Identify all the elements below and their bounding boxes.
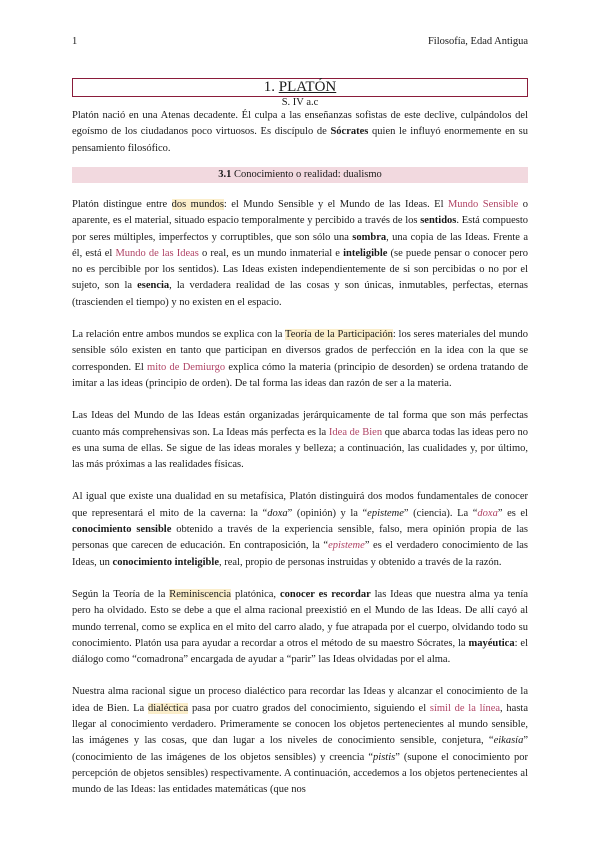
subtitle: S. IV a.c (281, 97, 319, 108)
paragraph-dos-mundos (72, 197, 528, 311)
key-term: Mundo Sensible (447, 199, 519, 210)
italic-term: doxa (267, 507, 288, 519)
text: que abarca todas las ideas pero no es una suma de ellas. Se sigue de las ideas morales y belleza; a continuación, las cualidades y, por último, las más próximas a las realidades físicas. (72, 426, 529, 471)
bold-term: conocimiento sensible (72, 524, 172, 536)
text: Según la Teoría de la (72, 588, 170, 600)
text: ” (supone el conocimiento por percepción de objetos sensibles) respectivamente. A continuación, accedemos a los objetos pertenecientes al mundo de las Ideas: las entidades matemáticas (que nos (72, 751, 528, 796)
text: , una copia de las Ideas. Frente a él, está el (72, 231, 528, 259)
text: platónica, (231, 588, 280, 600)
italic-term: pistis (373, 751, 396, 763)
paragraph-dialectica (72, 684, 528, 798)
text: : el diálogo como “comadrona” encargada de ayudar a “parir” las Ideas olvidadas por el alma. (72, 637, 528, 666)
highlight-term: dos mundos (171, 199, 224, 210)
section-title: Conocimiento o realidad: dualismo (233, 169, 382, 180)
text: obtenido a través de la experiencia sensible, falso, mera opinión propia de las personas que carecen de educación. En contraposición, la “ (72, 524, 528, 552)
text: Platón distingue entre (72, 199, 172, 210)
highlight-term: Reminiscencia (169, 588, 232, 600)
key-term: mito de Demiurgo (147, 361, 226, 373)
bold-term: sentidos (420, 215, 457, 227)
text: ” es el verdadero conocimiento de las Ideas, un (72, 540, 528, 568)
key-term: Mundo de las Ideas (115, 247, 199, 259)
italic-term: episteme (328, 540, 365, 552)
text: explica cómo la materia (principio de desorden) se ordena tratando de imitar a las ideas (principio de orden). De tal forma las ideas dan razón de ser a la materia. (72, 361, 529, 389)
text: Al igual que existe una dualidad en su metafísica, Platón distinguirá dos modos fundamentales de conocer que representará el mito de la caverna: la “ (72, 491, 528, 519)
text: : los seres materiales del mundo sensible sólo existen en tanto que participan en diversos grados de perfección en la idea con la que se corresponden. El (72, 329, 528, 373)
paragraph-conocimiento (72, 489, 528, 570)
bold-term: esencia (137, 280, 170, 292)
bold-term: mayéutica (468, 637, 515, 649)
text: o aparente, es el material, situado espacio temporalmente y percibido a través de los (72, 199, 528, 227)
text: La relación entre ambos mundos se explica con la (72, 329, 286, 341)
text: , la verdadera realidad de las cosas y son únicas, inmutables, perfectas, eternas (trascienden el tiempo) y no existen en el espacio. (72, 280, 528, 308)
italic-term: episteme (367, 507, 404, 519)
text: : el Mundo Sensible y el Mundo de las Ideas. El (223, 199, 448, 210)
title-number: 1. (263, 79, 275, 95)
paragraph-participacion (72, 327, 528, 392)
bold-term: inteligible (343, 247, 388, 259)
text: ” (ciencia). La “ (403, 507, 478, 519)
text: quien le influyó enormemente en su pensamiento filosófico. (72, 126, 528, 154)
running-header: Filosofía, Edad Antigua (427, 36, 528, 47)
text: . Está compuesto por seres múltiples, imperfectos y corruptibles, que son sólo una (72, 215, 528, 243)
paragraph-reminiscencia (72, 587, 528, 668)
text: , hasta llegar al conocimiento verdadero. Primeramente se conocen los objetos pertenecientes al mundo sensible, las imágenes y las cosas, que dan lugar a los niveles de conocimiento sensible, conjetura, “ (72, 702, 528, 747)
key-term: Idea de Bien (328, 426, 383, 438)
highlight-term: dialéctica (147, 702, 189, 714)
italic-term: eikasía (493, 735, 524, 747)
page-number: 1 (72, 36, 78, 47)
bold-term: conocer es recordar (279, 588, 371, 600)
text: , real, propio de personas instruidas y obtenido a través de la razón. (218, 556, 502, 568)
text: (se puede pensar o conocer pero no es percibible por los sentidos). Las Ideas existen independientemente de si son percibidas o no por el sujeto, son la (72, 247, 528, 292)
highlight-term: Teoría de la Participación (285, 329, 393, 341)
section-number: 3.1 (218, 169, 232, 180)
text: Platón nació en una Atenas decadente. Él culpa a las enseñanzas sofistas de este declive, culpándolos del egoísmo de los ciudadanos poco virtuosos. Es discípulo de (72, 110, 528, 138)
key-term: símil de la línea (429, 702, 501, 714)
title-name: PLATÓN (278, 79, 337, 95)
bold-term: Sócrates (330, 126, 369, 138)
paragraph-jerarquia (72, 408, 528, 473)
text: Las Ideas del Mundo de las Ideas están organizadas jerárquicamente de tal forma que son más perfectas cuanto más comprehensivas son. La Ideas más perfecta es la (72, 410, 528, 438)
text: pasa por cuatro grados del conocimiento, siguiendo el (188, 702, 430, 714)
section-heading (72, 167, 528, 183)
main-text (72, 197, 528, 815)
italic-term: doxa (477, 507, 498, 519)
text: ” (conocimiento de las imágenes de los objetos sensibles) y creencia “ (72, 735, 528, 763)
text: o real, es un mundo inmaterial e (198, 247, 344, 259)
bold-term: conocimiento inteligible (112, 556, 219, 568)
bold-term: sombra (352, 231, 387, 243)
intro-paragraph (72, 108, 528, 157)
text: Nuestra alma racional sigue un proceso dialéctico para recordar las Ideas y alcanzar el conocimiento de la idea de Bien. La (72, 686, 528, 714)
text: ” es el (497, 507, 528, 519)
page-title (72, 78, 528, 97)
text: ” (opinión) y la “ (287, 507, 368, 519)
text: las Ideas que nuestra alma ya tenía pero ha olvidado. Esto se debe a que el alma racional preexistió en el Mundo de las Ideas. De allí cayó al mundo terrenal, como se explica en el mito del carro alado, y fue atrapada por el cuerpo, olvidando todo su conocimiento. Platón usa para ayudar a recordar a otros el método de su maestro Sócrates, la (72, 588, 528, 649)
